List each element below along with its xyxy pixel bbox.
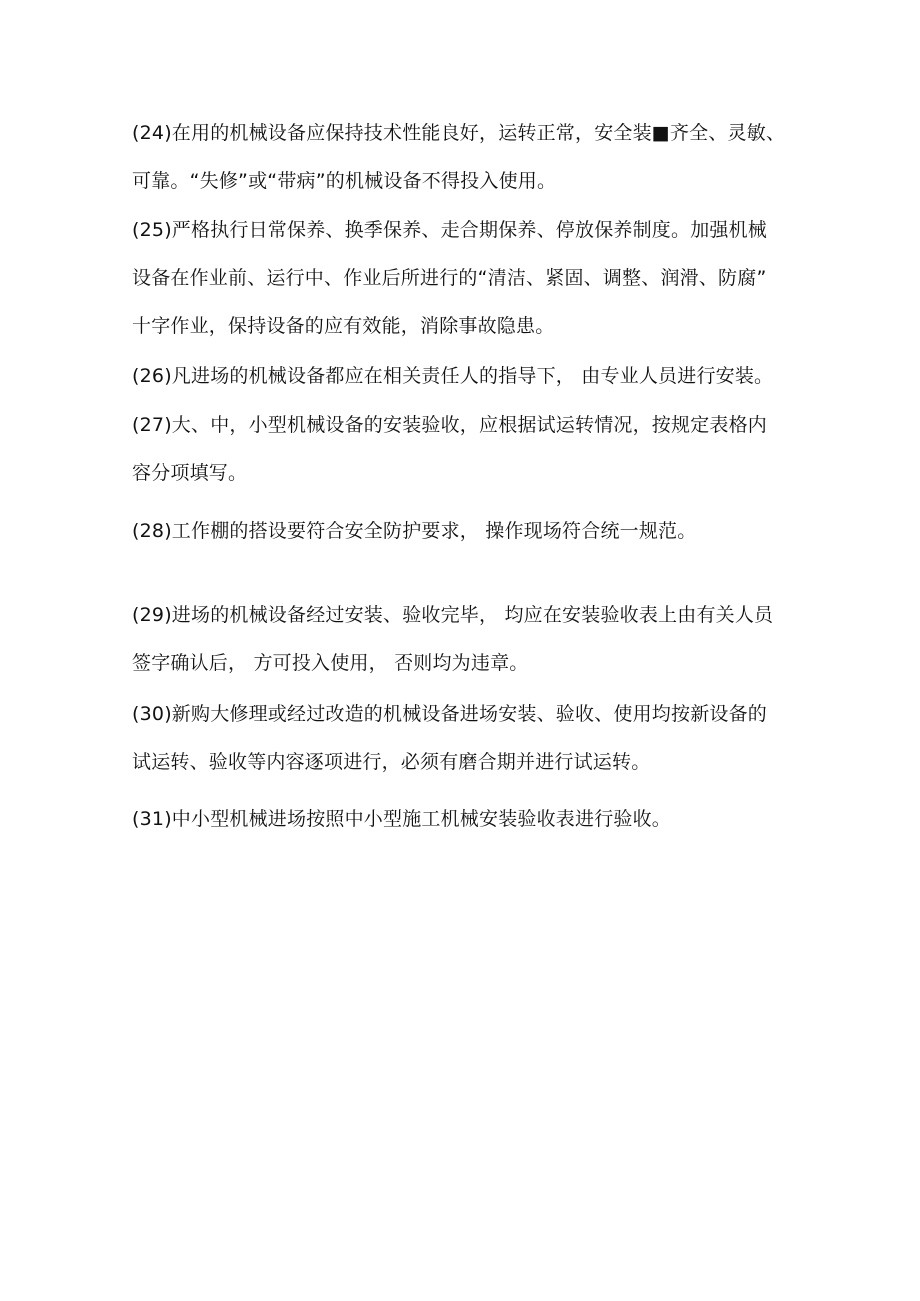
paragraph-26: [132, 352, 812, 400]
paragraph-line: 设备在作业前、运行中、作业后所进行的“清洁、紧固、调整、润滑、防腐”: [132, 267, 767, 289]
paragraph-28: [132, 507, 812, 555]
paragraph-line: 签字确认后， 方可投入使用， 否则均为违章。: [132, 652, 529, 674]
paragraph-25: [132, 206, 812, 350]
paragraph-line: (30)新购大修理或经过改造的机械设备进场安装、验收、使用均按新设备的: [132, 703, 768, 725]
paragraph-line: (25)严格执行日常保养、换季保养、走合期保养、停放保养制度。加强机械: [132, 219, 768, 241]
paragraph-line: (28)工作棚的搭设要符合安全防护要求， 操作现场符合统一规范。: [132, 520, 697, 542]
paragraph-line: (26)凡进场的机械设备都应在相关责任人的指导下， 由专业人员进行安装。: [132, 365, 774, 387]
paragraph-27: [132, 401, 812, 497]
paragraph-line: 试运转、验收等内容逐项进行，必须有磨合期并进行试运转。: [132, 751, 651, 773]
paragraph-line: (27)大、中，小型机械设备的安装验收，应根据试运转情况，按规定表格内: [132, 414, 768, 436]
paragraph-line: 可靠。“失修”或“带病”的机械设备不得投入使用。: [132, 170, 557, 192]
paragraph-line: (24)在用的机械设备应保持技术性能良好，运转正常，安全装■齐全、灵敏、: [132, 122, 786, 144]
paragraph-30: [132, 690, 812, 786]
paragraph-line: (31)中小型机械进场按照中小型施工机械安装验收表进行验收。: [132, 808, 672, 830]
paragraph-line: 十字作业，保持设备的应有效能，消除事故隐患。: [132, 315, 555, 337]
paragraph-line: 容分项填写。: [132, 462, 248, 484]
paragraph-31: [132, 795, 812, 843]
paragraph-29: [132, 591, 812, 687]
paragraph-24: [132, 109, 812, 205]
paragraph-line: (29)进场的机械设备经过安装、验收完毕， 均应在安装验收表上由有关人员: [132, 604, 774, 626]
